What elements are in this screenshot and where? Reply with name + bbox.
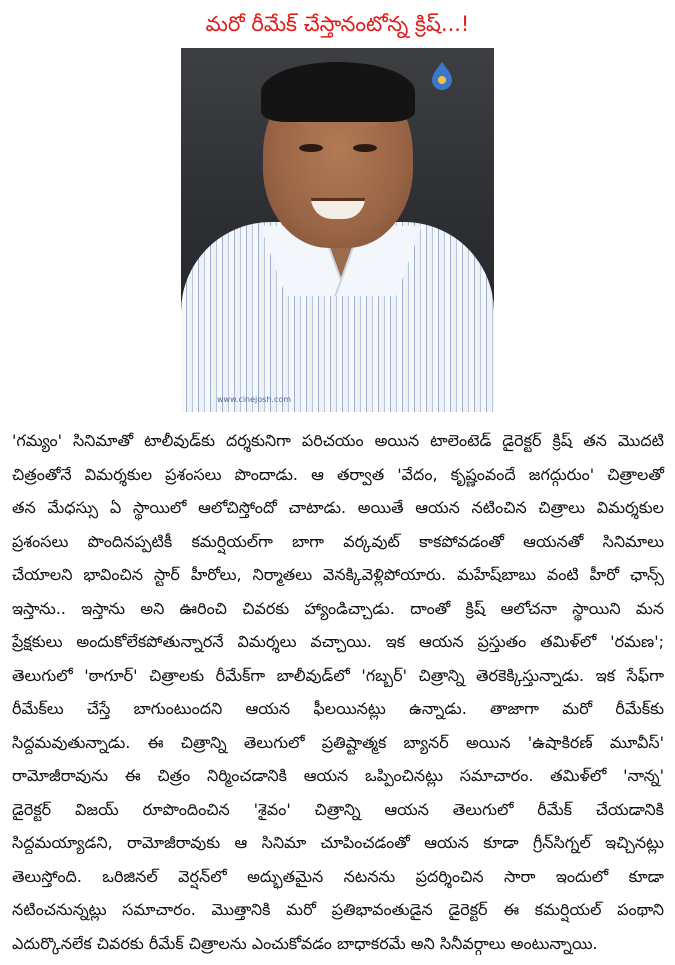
article-line: తన మేధస్సు ఏ స్థాయిలో ఆలోచిస్తోందో చాటాడు. అయితే ఆయన నటించిన చిత్రాలు విమర్శకుల [12,498,664,517]
article-body [12,424,664,960]
article-line: చిత్రంతోనే విమర్శకుల ప్రశంసలు పొందాడు. ఆ తర్వాత 'వేదం, కృష్ణంవందే జగద్గురుం' చిత్రాలతో [12,464,664,484]
photo-watermark: www.cinejosh.com [217,395,292,404]
headline: మరో రీమేక్ చేస్తానంటోన్న క్రిష్...! [205,12,470,36]
article-line: ప్రేక్షకులు అందుకోలేకపోతున్నారనే విమర్శలు వచ్చాయి. ఇక ఆయన ప్రస్తుతం తమిళ్‌లో 'రమణ'; [12,632,664,651]
article-line: రామోజీరావును ఈ చిత్రం నిర్మించడానికి ఆయన ఒప్పించినట్లు సమాచారం. తమిళ్‌లో 'నాన్న' [12,766,664,785]
article-photo [181,48,494,412]
photo-eye-left [299,144,323,152]
article-line: సిద్దమవుతున్నాడు. ఈ చిత్రాన్ని తెలుగులో ప్రతిష్టాత్మక బ్యానర్ అయిన 'ఉషాకిరణ్ మూవీస్' [12,732,664,752]
article-line: సిద్దమయ్యాడని, రామోజీరావుకు ఆ సినిమా చూపించడంతో ఆయన కూడా గ్రీన్‌సిగ్నల్ ఇచ్చినట్లు [12,833,664,852]
article-line: రీమేక్‌లు చేస్తే బాగుంటుందని ఆయన ఫీలయినట్లు ఉన్నాడు. తాజాగా మరో రీమేక్‌కు [12,699,664,718]
site-logo-icon [432,62,452,90]
article-line: తెలుగులో 'ఠాగూర్' చిత్రాలకు రీమేక్‌గా బాలీవుడ్‌లో 'గబ్బర్' చిత్రాన్ని తెరకెక్కిస్తున్నాడు. ఇక సేఫ్‌గా [12,665,664,685]
article-line: ఇస్తాను.. ఇస్తాను అని ఊరించి చివరకు హ్యాండిచ్చాడు. దాంతో క్రిష్ ఆలోచనా స్థాయిని మన [12,598,664,618]
article-line: ఎదుర్కొనలేక చివరకు రీమేక్ చిత్రాలను ఎంచుకోవడం బాధాకరమే అని సినీవర్గాలు అంటున్నాయి. [12,933,598,953]
article-line: ప్రశంసలు పొందినప్పటికీ కమర్షియల్‌గా బాగా వర్కవుట్ కాకపోవడంతో ఆయనతో సినిమాలు [12,531,664,551]
photo-hair [261,62,415,122]
article-line: డైరెక్టర్ విజయ్ రూపొందించిన 'శైవం' చిత్రాన్ని ఆయన తెలుగులో రీమేక్ చేయడానికి [12,799,664,819]
article-line: చేయాలని భావించిన స్టార్ హీరోలు, నిర్మాతలు వెనక్కివెళ్లిపోయారు. మహేష్‌బాబు వంటి హీరో ఛాన్స్ [12,565,664,584]
article-line: నటించనున్నట్లు సమాచారం. మొత్తానికి మరో ప్రతిభావంతుడైన డైరెక్టర్ ఈ కమర్షియల్ పంథాని [12,900,664,919]
photo-eye-right [353,144,377,152]
article-line: తెలుస్తోంది. ఒరిజినల్ వెర్షన్‌లో అద్భుతమైన నటనను ప్రదర్శించిన సారా ఇందులో కూడా [12,866,664,886]
article-line: 'గమ్యం' సినిమాతో టాలీవుడ్‌కు దర్శకునిగా పరిచయం అయిన టాలెంటెడ్ డైరెక్టర్ క్రిష్ తన మొదటి [12,431,664,450]
